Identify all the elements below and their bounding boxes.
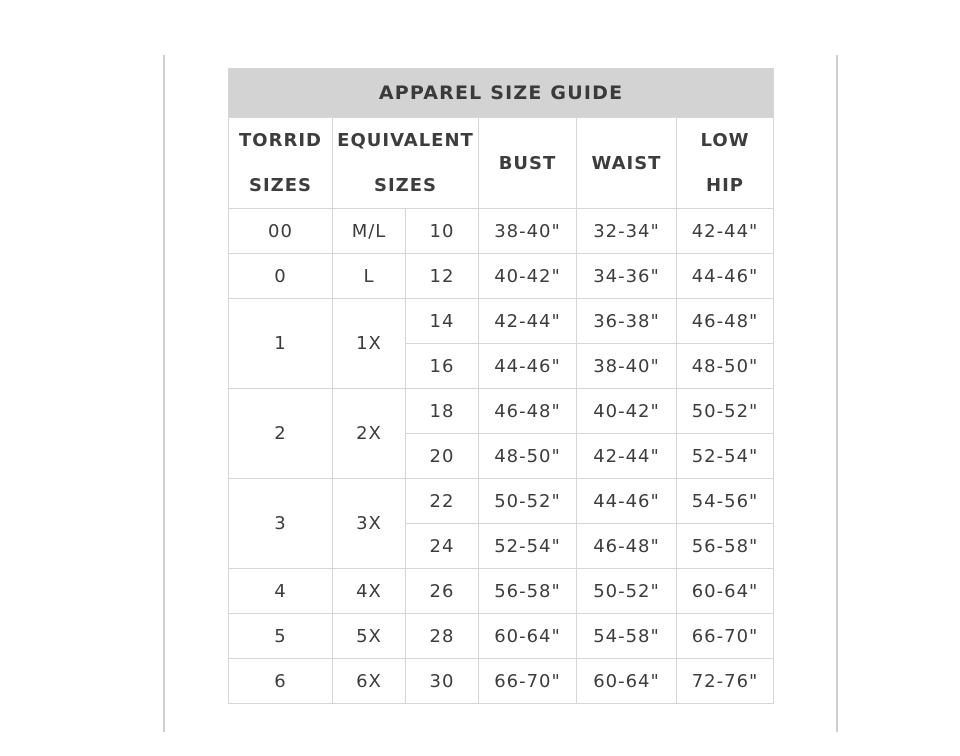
hip-cell: 48-50"	[677, 344, 774, 389]
hip-cell: 50-52"	[677, 389, 774, 434]
numeric-size-cell: 30	[406, 659, 479, 704]
bust-cell: 52-54"	[479, 524, 577, 569]
hip-cell: 54-56"	[677, 479, 774, 524]
bust-cell: 60-64"	[479, 614, 577, 659]
header-bust: BUST	[479, 118, 577, 209]
numeric-size-cell: 10	[406, 209, 479, 254]
letter-size-cell: 5X	[333, 614, 406, 659]
header-hip-line1: LOW	[700, 130, 750, 151]
torrid-size-cell: 0	[229, 254, 333, 299]
bust-cell: 40-42"	[479, 254, 577, 299]
table-row	[229, 659, 774, 704]
waist-cell: 54-58"	[577, 614, 677, 659]
torrid-size-cell: 1	[229, 299, 333, 389]
numeric-size-cell: 14	[406, 299, 479, 344]
size-guide-table	[228, 68, 774, 704]
bust-cell: 50-52"	[479, 479, 577, 524]
header-torrid-sizes	[229, 118, 333, 209]
torrid-size-cell: 6	[229, 659, 333, 704]
numeric-size-cell: 22	[406, 479, 479, 524]
bust-cell: 44-46"	[479, 344, 577, 389]
bust-cell: 46-48"	[479, 389, 577, 434]
bust-cell: 66-70"	[479, 659, 577, 704]
letter-size-cell: 6X	[333, 659, 406, 704]
left-divider	[163, 55, 165, 732]
letter-size-cell: M/L	[333, 209, 406, 254]
waist-cell: 46-48"	[577, 524, 677, 569]
waist-cell: 44-46"	[577, 479, 677, 524]
letter-size-cell: 3X	[333, 479, 406, 569]
waist-cell: 36-38"	[577, 299, 677, 344]
hip-cell: 46-48"	[677, 299, 774, 344]
torrid-size-cell: 2	[229, 389, 333, 479]
bust-cell: 42-44"	[479, 299, 577, 344]
numeric-size-cell: 28	[406, 614, 479, 659]
letter-size-cell: 4X	[333, 569, 406, 614]
letter-size-cell: 1X	[333, 299, 406, 389]
waist-cell: 42-44"	[577, 434, 677, 479]
torrid-size-cell: 00	[229, 209, 333, 254]
waist-cell: 60-64"	[577, 659, 677, 704]
torrid-size-cell: 4	[229, 569, 333, 614]
header-torrid-line1: TORRID	[239, 130, 322, 151]
header-waist: WAIST	[577, 118, 677, 209]
table-row	[229, 479, 774, 524]
hip-cell: 60-64"	[677, 569, 774, 614]
bust-cell: 38-40"	[479, 209, 577, 254]
numeric-size-cell: 18	[406, 389, 479, 434]
numeric-size-cell: 26	[406, 569, 479, 614]
table-row	[229, 209, 774, 254]
table-row	[229, 614, 774, 659]
hip-cell: 42-44"	[677, 209, 774, 254]
bust-cell: 48-50"	[479, 434, 577, 479]
table-title: APPAREL SIZE GUIDE	[229, 69, 774, 118]
waist-cell: 38-40"	[577, 344, 677, 389]
right-divider	[836, 55, 838, 732]
numeric-size-cell: 20	[406, 434, 479, 479]
hip-cell: 66-70"	[677, 614, 774, 659]
header-equiv-line1: EQUIVALENT	[337, 130, 474, 151]
hip-cell: 72-76"	[677, 659, 774, 704]
hip-cell: 52-54"	[677, 434, 774, 479]
waist-cell: 40-42"	[577, 389, 677, 434]
bust-cell: 56-58"	[479, 569, 577, 614]
header-low-hip	[677, 118, 774, 209]
header-equiv-line2: SIZES	[374, 175, 437, 196]
table-row	[229, 254, 774, 299]
waist-cell: 50-52"	[577, 569, 677, 614]
torrid-size-cell: 3	[229, 479, 333, 569]
hip-cell: 44-46"	[677, 254, 774, 299]
header-equivalent-sizes	[333, 118, 479, 209]
header-hip-line2: HIP	[706, 175, 745, 196]
numeric-size-cell: 16	[406, 344, 479, 389]
table-row	[229, 569, 774, 614]
table-row	[229, 389, 774, 434]
torrid-size-cell: 5	[229, 614, 333, 659]
table-row	[229, 299, 774, 344]
numeric-size-cell: 12	[406, 254, 479, 299]
waist-cell: 34-36"	[577, 254, 677, 299]
header-torrid-line2: SIZES	[249, 175, 312, 196]
letter-size-cell: L	[333, 254, 406, 299]
numeric-size-cell: 24	[406, 524, 479, 569]
letter-size-cell: 2X	[333, 389, 406, 479]
hip-cell: 56-58"	[677, 524, 774, 569]
waist-cell: 32-34"	[577, 209, 677, 254]
